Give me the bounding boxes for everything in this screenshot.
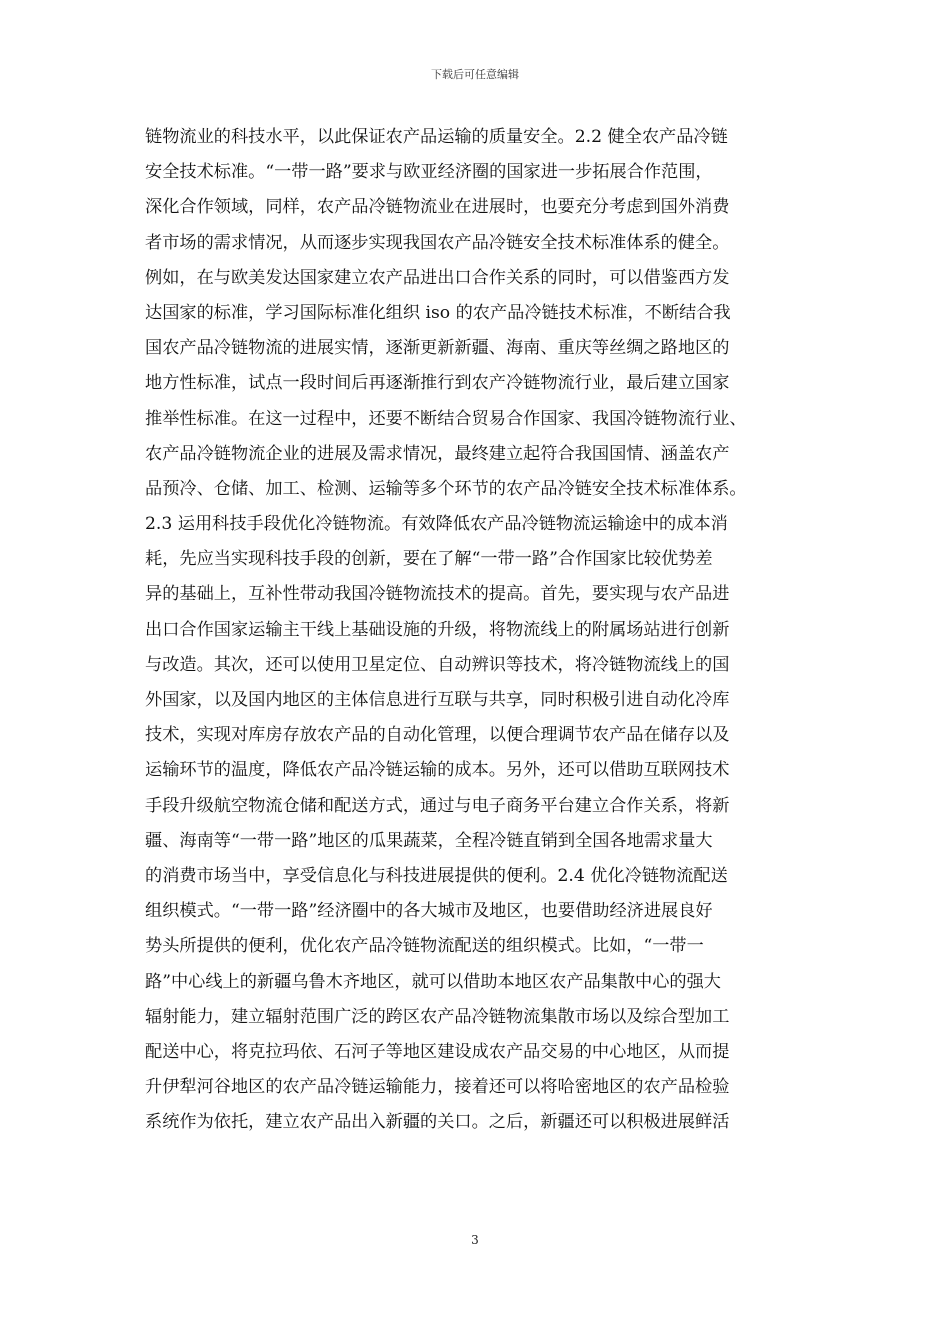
text-line: 势头所提供的便利，优化农产品冷链物流配送的组织模式。比如，“一带一 [145,936,704,957]
text-line: 耗，先应当实现科技手段的创新，要在了解“一带一路”合作国家比较优势差 [145,549,713,570]
text-line: 升伊犁河谷地区的农产品冷链运输能力，接着还可以将哈密地区的农产品检验 [145,1077,730,1098]
text-line: 国农产品冷链物流的进展实情，逐渐更新新疆、海南、重庆等丝绸之路地区的 [145,338,730,359]
page-header: 下载后可任意编辑 [431,68,519,81]
text-line: 辐射能力，建立辐射范围广泛的跨区农产品冷链物流集散市场以及综合型加工 [145,1006,730,1027]
text-line: 安全技术标准。“一带一路”要求与欧亚经济圈的国家进一步拓展合作范围， [145,162,713,183]
text-line: 外国家，以及国内地区的主体信息进行互联与共享，同时积极引进自动化冷库 [145,690,730,710]
text-line: 运输环节的温度，降低农产品冷链运输的成本。另外，还可以借助互联网技术 [145,760,730,781]
text-line: 达国家的标准，学习国际标准化组织 iso 的农产品冷链技术标准，不断结合我 [145,302,731,323]
text-line: 地方性标准，试点一段时间后再逐渐推行到农产冷链物流行业，最后建立国家 [145,373,730,394]
text-line: 与改造。其次，还可以使用卫星定位、自动辨识等技术，将冷链物流线上的国 [145,654,730,675]
text-line: 手段升级航空物流仓储和配送方式，通过与电子商务平台建立合作关系，将新 [145,795,730,816]
text-line: 推举性标准。在这一过程中，还要不断结合贸易合作国家、我国冷链物流行业、 [145,408,747,429]
text-line: 农产品冷链物流企业的进展及需求情况，最终建立起符合我国国情、涵盖农产 [145,443,730,464]
text-line: 品预冷、仓储、加工、检测、运输等多个环节的农产品冷链安全技术标准体系。 [145,478,747,499]
text-line: 技术，实现对库房存放农产品的自动化管理，以便合理调节农产品在储存以及 [145,725,730,746]
text-line: 者市场的需求情况，从而逐步实现我国农产品冷链安全技术标准体系的健全。 [145,232,730,253]
text-line: 出口合作国家运输主干线上基础设施的升级，将物流线上的附属场站进行创新 [145,619,730,640]
text-line: 深化合作领域，同样，农产品冷链物流业在进展时，也要充分考虑到国外消费 [145,197,730,218]
text-line: 异的基础上，互补性带动我国冷链物流技术的提高。首先，要实现与农产品进 [145,584,730,605]
text-line: 组织模式。“一带一路”经济圈中的各大城市及地区，也要借助经济进展良好 [145,901,713,922]
text-line: 链物流业的科技水平，以此保证农产品运输的质量安全。2.2 健全农产品冷链 [145,127,728,147]
text-line: 系统作为依托，建立农产品出入新疆的关口。之后，新疆还可以积极进展鲜活 [145,1112,730,1133]
body-text [145,120,810,1140]
text-line: 例如，在与欧美发达国家建立农产品进出口合作关系的同时，可以借鉴西方发 [145,267,730,288]
text-line: 疆、海南等“一带一路”地区的瓜果蔬菜，全程冷链直销到全国各地需求量大 [145,830,713,851]
text-line: 2.3 运用科技手段优化冷链物流。有效降低农产品冷链物流运输途中的成本消 [145,514,728,535]
page-number: 3 [471,1233,479,1247]
text-line: 配送中心，将克拉玛依、石河子等地区建设成农产品交易的中心地区，从而提 [145,1041,730,1062]
text-line: 的消费市场当中，享受信息化与科技进展提供的便利。2.4 优化冷链物流配送 [145,865,728,886]
text-line: 路”中心线上的新疆乌鲁木齐地区，就可以借助本地区农产品集散中心的强大 [145,971,721,992]
